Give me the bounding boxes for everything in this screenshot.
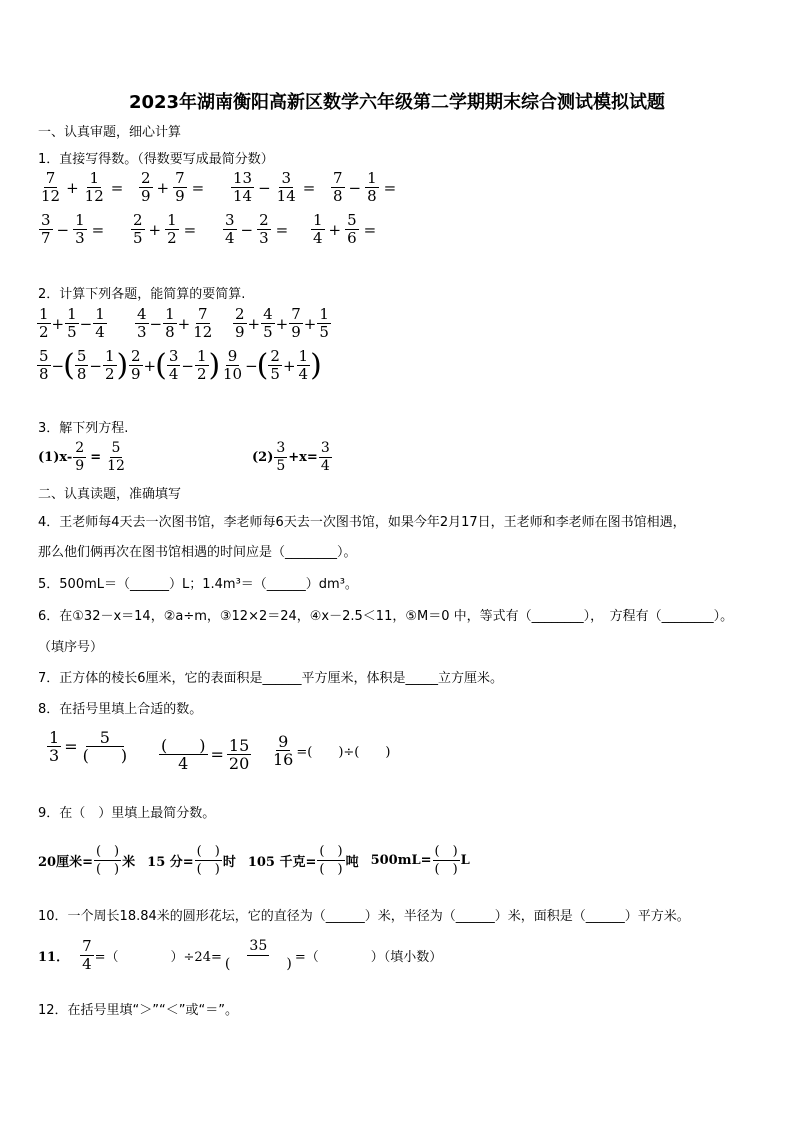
- q2-row-1: [36, 306, 332, 341]
- q1-item: $\frac{3}{7}$ − $\frac{1}{3}$ =: [41, 211, 105, 247]
- question-2-label: 2．计算下列各题，能简算的要简算.: [38, 287, 246, 302]
- question-1-label: 1．直接写得数。（得数要写成最简分数）: [38, 152, 274, 167]
- q1-item: $\frac{2}{5}$ + $\frac{1}{2}$ =: [133, 211, 197, 247]
- q2-expression: $\frac{1}{2}$ + $\frac{1}{5}$ − $\frac{1}{4}$: [39, 305, 105, 341]
- question-6-line-2: （填序号）: [38, 640, 104, 655]
- section-heading-2: 二、认真读题，准确填写: [38, 487, 182, 502]
- question-3-label: 3．解下列方程.: [38, 421, 129, 436]
- q1-item: $\frac{1}{4}$ + $\frac{5}{6}$ =: [313, 211, 377, 247]
- question-11: 11． $\frac{7}{4}$ =（ ）÷24= $\frac{35}{( )}$ =（ ）（填小数）: [38, 937, 443, 973]
- section-heading-1: 一、认真审题，细心计算: [38, 125, 182, 140]
- q8-equation-1: $\frac{1}{3}$ = $\frac{5}{( )}$: [49, 728, 128, 765]
- question-7: 7．正方体的棱长6厘米，它的表面积是______平方厘米，体积是_____立方厘米。: [38, 671, 504, 686]
- q1-row-1: [38, 170, 422, 205]
- q3-equation-1: (1)x- $\frac{2}{9}$ = $\frac{5}{12}$: [38, 440, 125, 474]
- q2-expression: $\frac{9}{10}$ − ( $\frac{2}{5}$ + $\frac{1}{4}$ ): [223, 347, 322, 383]
- question-5: 5．500mL＝（______）L；1.4m³＝（______）dm³。: [38, 577, 358, 592]
- q2-expression: $\frac{2}{9}$ + $\frac{4}{5}$ + $\frac{7}{9}$ + $\frac{1}{5}$: [235, 305, 329, 341]
- page-title: 2023年湖南衡阳高新区数学六年级第二学期期末综合测试模拟试题: [128, 92, 666, 113]
- q3-equation-2: (2) $\frac{3}{5}$ +x= $\frac{3}{4}$: [252, 440, 330, 474]
- q1-item: $\frac{13}{14}$ − $\frac{3}{14}$ =: [233, 169, 316, 205]
- q1-row-2: [38, 212, 402, 247]
- q1-item: $\frac{3}{4}$ − $\frac{2}{3}$ =: [225, 211, 289, 247]
- q8-equation-2: $\frac{( )}{4}$ = $\frac{15}{20}$: [161, 736, 250, 773]
- question-4-line-1: 4．王老师每4天去一次图书馆，李老师每6天去一次图书馆，如果今年2月17日，王老师和李老师在图书馆相遇，: [38, 515, 686, 530]
- q2-expression: $\frac{2}{9}$ + ( $\frac{3}{4}$ − $\frac{1}{2}$ ): [131, 347, 221, 383]
- q9-items: 20厘米= $\frac{( )}{( )}$ 米 15 分= $\frac{( )}{( )}$ 时 105 千克= $\frac{( )}{( )}$ 吨 500mL= $\frac{( )}{( )}$ L: [38, 844, 470, 877]
- question-6-line-1: 6．在①32－x＝14，②a÷m，③12×2＝24，④x－2.5＜11，⑤M＝0 中，等式有（________）， 方程有（________）。: [38, 609, 734, 624]
- question-10: 10．一个周长18.84米的圆形花坛，它的直径为（______）米，半径为（______）米，面积是（______）平方米。: [38, 909, 690, 924]
- question-9-label: 9．在（ ）里填上最简分数。: [38, 806, 216, 821]
- q2-expression: $\frac{5}{8}$ − ( $\frac{5}{8}$ − $\frac{1}{2}$ ): [39, 347, 129, 383]
- question-4-line-2: 那么他们俩再次在图书馆相遇的时间应是（________）。: [38, 545, 357, 560]
- q1-item: $\frac{2}{9}$ + $\frac{7}{9}$ =: [141, 169, 205, 205]
- question-8-label: 8．在括号里填上合适的数。: [38, 702, 203, 717]
- q2-expression: $\frac{4}{3}$ − $\frac{1}{8}$ + $\frac{7}{12}$: [137, 305, 213, 341]
- q8-equation-3: $\frac{9}{16}$ =( )÷( ): [273, 732, 391, 769]
- q1-item: $\frac{7}{8}$ − $\frac{1}{8}$ =: [333, 169, 397, 205]
- q1-item: $\frac{7}{12}$ + $\frac{1}{12}$ =: [41, 169, 124, 205]
- q2-row-2: [36, 348, 321, 383]
- question-12: 12．在括号里填“＞”“＜”或“＝”。: [38, 1003, 238, 1018]
